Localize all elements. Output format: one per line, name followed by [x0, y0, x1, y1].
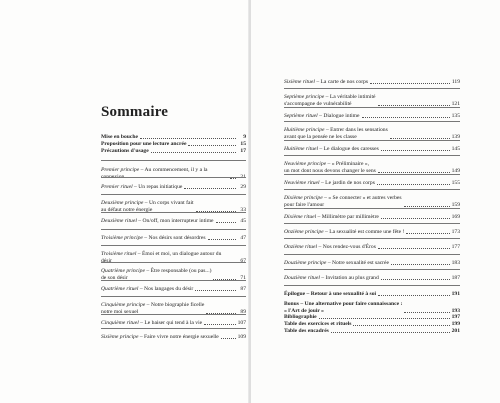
separator-rule	[101, 280, 246, 281]
separator-rule	[284, 88, 460, 89]
toc-entry-text: – « Se connecter » et autres verbes pour faire l'amour	[284, 195, 402, 208]
dot-leader	[406, 233, 449, 234]
toc-entry-label	[284, 291, 376, 298]
toc-entry-prefix: Cinquième rituel	[101, 320, 139, 326]
toc-entry-text: Bibliographie	[284, 314, 317, 320]
toc-entry	[101, 167, 246, 180]
toc-page-number: 169	[451, 214, 460, 220]
toc-entry-prefix: Dixième rituel	[284, 214, 317, 220]
dot-leader	[140, 138, 236, 139]
toc-page-number: 183	[451, 260, 460, 266]
separator-rule	[284, 269, 460, 270]
toc-entry-text: – « Préliminaire », un mot dont nous devons changer le sens	[284, 161, 376, 174]
toc-entry	[284, 161, 460, 174]
toc-entry	[284, 244, 460, 251]
toc-entry	[284, 195, 460, 208]
toc-entry-text: – Notre biographie ficelle notre moi sexuel	[101, 302, 205, 315]
toc-page-number: 71	[240, 274, 246, 281]
toc-entry-label	[284, 146, 379, 153]
separator-rule	[101, 194, 246, 195]
separator-rule	[101, 160, 246, 161]
separator-rule	[284, 140, 460, 141]
toc-entry-prefix: Cinquième principe	[101, 302, 146, 308]
toc-page-number: 155	[451, 180, 460, 186]
toc-entry-label	[284, 244, 376, 251]
toc-entry-label	[284, 229, 404, 236]
toc-entry-label	[101, 184, 182, 191]
dot-leader	[404, 312, 449, 313]
dot-leader	[404, 206, 450, 207]
toc-entry	[284, 275, 460, 282]
dot-leader	[378, 295, 450, 296]
toc-entry-label	[101, 320, 202, 327]
separator-rule	[101, 328, 246, 329]
toc-entry-prefix: Septième principe	[284, 94, 325, 100]
toc-entry-prefix: Deuxième rituel	[101, 218, 137, 224]
toc-entry	[284, 229, 460, 236]
toc-entry-text: – Émoi et moi, un dialogue autour du désir	[101, 251, 222, 264]
dot-leader	[151, 152, 236, 153]
dot-leader	[184, 188, 236, 189]
toc-entry-prefix: Huitième rituel	[284, 146, 319, 152]
separator-rule	[101, 314, 246, 315]
toc-page-number: 201	[451, 328, 460, 334]
toc-entry-label	[284, 328, 329, 335]
dot-leader	[362, 117, 450, 118]
toc-entry-prefix: Septième rituel	[284, 113, 318, 119]
toc-entry-prefix: Sixième rituel	[284, 79, 315, 85]
toc-entry-label	[101, 167, 228, 180]
toc-page-number: 145	[451, 146, 460, 152]
separator-rule	[284, 107, 460, 108]
toc-entry-text: – La sexualité est comme une fête !	[323, 229, 405, 235]
toc-entry	[101, 235, 246, 242]
toc-entry-text: – Le dialogue des caresses	[318, 146, 379, 152]
toc-page-number: 193	[451, 307, 460, 314]
toc-entry-label	[101, 141, 186, 148]
toc-entry	[101, 334, 246, 341]
toc-page-number: 121	[451, 100, 460, 107]
toc-entry	[284, 94, 460, 107]
toc-entry	[284, 146, 460, 153]
left-page	[0, 0, 249, 403]
toc-entry-label	[284, 314, 317, 321]
toc-entry	[284, 113, 460, 120]
separator-rule	[101, 177, 246, 178]
dot-leader	[390, 138, 450, 139]
separator-rule	[101, 296, 246, 297]
toc-entry	[101, 134, 246, 141]
toc-page-number: 17	[240, 148, 246, 154]
toc-page-number: 177	[451, 244, 460, 250]
toc-page-number: 33	[240, 206, 246, 213]
toc-entry-label	[101, 134, 138, 141]
toc-entry-text: – La véritable intimité s'accompagne de vulnérabilité	[284, 94, 376, 107]
toc-page-number: 21	[240, 173, 246, 180]
toc-entry-prefix: Premier principe	[101, 167, 140, 173]
toc-entry	[284, 314, 460, 321]
toc-entry-text: – Au commencement, il y a la connexion	[101, 167, 208, 180]
separator-rule	[284, 121, 460, 122]
toc-entry-label	[284, 113, 360, 120]
dot-leader	[216, 222, 236, 223]
toc-entry-text: Table des encadrés	[284, 328, 329, 334]
dot-leader	[377, 184, 450, 185]
separator-rule	[284, 174, 460, 175]
separator-rule	[101, 229, 246, 230]
separator-rule	[101, 262, 246, 263]
toc-entry-text: – Dialogue intime	[317, 113, 360, 119]
toc-entry-text: Épilogue – Retour à une sexualité à soi	[284, 291, 377, 297]
right-page	[251, 0, 500, 403]
separator-rule	[284, 155, 460, 156]
separator-rule	[284, 254, 460, 255]
toc-entry-text: – Le jardin de nos corps	[319, 180, 375, 186]
toc-entry-text: – Nos désirs sont désordres	[142, 235, 206, 241]
toc-entry	[284, 127, 460, 140]
toc-page-number: 135	[451, 113, 460, 119]
toc-page-number: 15	[240, 141, 246, 147]
toc-entry-label	[284, 161, 376, 174]
toc-entry-text: – Faire vivre notre énergie sexuelle	[138, 334, 219, 340]
toc-entry-text: – Millimètre par millimètre	[316, 214, 379, 220]
toc-entry-text: Mise en bouche	[101, 134, 138, 140]
toc-entry	[101, 184, 246, 191]
toc-entry-label	[101, 148, 149, 155]
toc-entry-label	[284, 94, 376, 107]
dot-leader	[195, 290, 236, 291]
toc-entry-prefix: Premier rituel	[101, 184, 133, 190]
separator-rule	[101, 245, 246, 246]
page-title: Sommaire	[101, 104, 169, 120]
dot-leader	[381, 150, 450, 151]
toc-page-number: 87	[240, 286, 246, 292]
toc-entry-label	[284, 79, 368, 86]
dot-leader	[378, 248, 450, 249]
toc-page-number: 109	[237, 334, 246, 340]
toc-entry-text: – Un corps vivant fait au défaut notre énergie	[101, 200, 194, 213]
dot-leader	[204, 324, 235, 325]
dot-leader	[353, 325, 449, 326]
toc-page-number: 67	[240, 257, 246, 264]
toc-page-number: 199	[451, 321, 460, 327]
toc-entry-prefix: Quatrième rituel	[101, 286, 139, 292]
toc-entry	[284, 291, 460, 298]
toc-entry-text: – Invitation au plus grand	[319, 275, 379, 281]
toc-entry-label	[284, 214, 379, 221]
toc-entry-prefix: Sixième principe	[101, 334, 139, 340]
dot-leader	[370, 83, 450, 84]
toc-page-number: 139	[451, 133, 460, 140]
toc-page-number: 173	[451, 229, 460, 235]
toc-page-number: 187	[451, 275, 460, 281]
toc-entry-label	[101, 218, 214, 225]
toc-entry-prefix: Quatrième principe	[101, 268, 145, 274]
toc-entry-text: – Nos langages du désir	[138, 286, 194, 292]
toc-entry	[284, 214, 460, 221]
toc-entry-text: – La carte de nos corps	[314, 79, 369, 85]
toc-entry	[284, 79, 460, 86]
separator-rule	[284, 208, 460, 209]
toc-entry	[284, 321, 460, 328]
toc-entry-label	[284, 195, 402, 208]
toc-page-number: 119	[451, 79, 460, 85]
toc-entry	[284, 260, 460, 267]
dot-leader	[319, 318, 450, 319]
toc-entry-prefix: Huitième principe	[284, 127, 325, 133]
toc-entry	[101, 218, 246, 225]
toc-entry	[284, 301, 460, 314]
toc-page-number: 45	[240, 218, 246, 224]
toc-page-number: 107	[237, 320, 246, 326]
toc-entry-label	[101, 286, 193, 293]
toc-entry-text: – Le baiser qui tend à la vie	[138, 320, 203, 326]
toc-entry-label	[101, 334, 219, 341]
toc-entry-prefix: Onzième principe	[284, 229, 324, 235]
dot-leader	[391, 264, 450, 265]
toc-entry-prefix: Troisième principe	[101, 235, 143, 241]
toc-entry-text: – Un repas initiatique	[132, 184, 183, 190]
toc-entry-text: – On/off, mon interrupteur intime	[136, 218, 214, 224]
toc-entry-prefix: Troisième rituel	[101, 251, 137, 257]
dot-leader	[331, 332, 450, 333]
toc-entry-text: – Être responsable (ou pas...) de son désir	[101, 268, 212, 281]
toc-entry-prefix: Neuvième rituel	[284, 180, 320, 186]
dot-leader	[381, 218, 450, 219]
separator-rule	[101, 212, 246, 213]
dot-leader	[378, 105, 450, 106]
toc-entry-label	[284, 321, 351, 328]
toc-page-number: 9	[243, 134, 246, 140]
toc-entry	[284, 328, 460, 335]
toc-entry-prefix: Deuxième principe	[101, 200, 144, 206]
toc-entry-prefix: Neuvième principe	[284, 161, 327, 167]
toc-page-number: 197	[451, 314, 460, 320]
toc-entry-label	[284, 260, 389, 267]
toc-entry-text: – Nos rendez-vous d'Éros	[317, 244, 376, 250]
toc-entry-label	[284, 301, 402, 314]
dot-leader	[378, 172, 450, 173]
toc-entry-text: – Notre sexualité est sacrée	[326, 260, 390, 266]
toc-page-number: 29	[240, 184, 246, 190]
toc-entry-text: – Entrer dans les sensations avant que la pensée ne les classe	[284, 127, 388, 140]
separator-rule	[284, 285, 460, 286]
dot-leader	[208, 239, 236, 240]
toc-entry	[101, 286, 246, 293]
toc-entry	[101, 148, 246, 155]
separator-rule	[284, 223, 460, 224]
separator-rule	[284, 189, 460, 190]
dot-leader	[381, 279, 450, 280]
separator-rule	[284, 238, 460, 239]
toc-entry	[284, 180, 460, 187]
toc-entry-label	[284, 180, 375, 187]
toc-entry-prefix: Douzième principe	[284, 260, 327, 266]
toc-entry-prefix: Douzième rituel	[284, 275, 320, 281]
dot-leader	[188, 145, 236, 146]
toc-entry-text: Proposition pour une lecture ancrée	[101, 141, 187, 147]
toc-entry-label	[284, 275, 379, 282]
toc-entry-text: Bonus – Une alternative pour faire connaissance : « l'Art de jouir »	[284, 301, 403, 314]
toc-page-number: 149	[451, 167, 460, 174]
toc-entry	[101, 320, 246, 327]
toc-entry-label	[101, 235, 206, 242]
toc-entry	[101, 141, 246, 148]
toc-page-number: 47	[240, 235, 246, 241]
toc-entry-label	[284, 127, 388, 140]
toc-page-number: 191	[451, 291, 460, 297]
toc-page-number: 159	[451, 201, 460, 208]
toc-page-number: 89	[240, 308, 246, 315]
toc-entry-text: Table des exercices et rituels	[284, 321, 352, 327]
toc-entry-prefix: Onzième rituel	[284, 244, 318, 250]
toc-entry-text: Précautions d'usage	[101, 148, 149, 154]
dot-leader	[221, 338, 236, 339]
toc-entry-prefix: Dixième principe	[284, 195, 323, 201]
